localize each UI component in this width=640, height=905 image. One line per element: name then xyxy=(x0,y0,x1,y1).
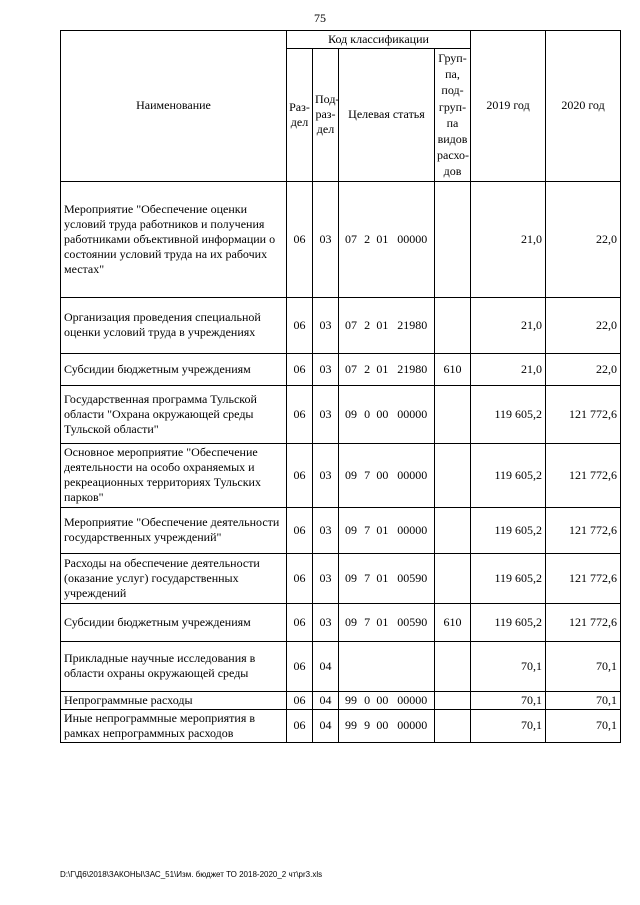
target-program: 99 xyxy=(345,718,357,732)
row-section: 06 xyxy=(287,641,313,691)
row-section: 06 xyxy=(287,553,313,603)
row-group: 610 xyxy=(435,603,471,641)
row-target xyxy=(339,603,435,641)
row-section: 06 xyxy=(287,603,313,641)
row-subsection: 03 xyxy=(313,603,339,641)
table-row xyxy=(61,353,621,385)
target-event: 00 xyxy=(376,718,389,732)
target-program: 99 xyxy=(345,692,357,707)
target-subprogram: 7 xyxy=(364,570,371,585)
header-2020: 2020 год xyxy=(546,31,621,182)
table-row xyxy=(61,507,621,553)
file-path-footer: D:\Г\Д6\2018\ЗАКОНЫ\ЗАС_51\Изм. бюджет ТО 2018-2020_2 чт\pr3.xls xyxy=(60,870,323,879)
row-name: Субсидии бюджетным учреждениям xyxy=(61,603,287,641)
target-event: 00 xyxy=(376,406,389,421)
target-event: 01 xyxy=(376,614,389,629)
row-2020: 22,0 xyxy=(546,353,621,385)
row-target xyxy=(339,641,435,691)
row-name: Мероприятие "Обеспечение деятельности государственных учреждений" xyxy=(61,507,287,553)
target-direction: 00590 xyxy=(397,614,428,629)
row-section: 06 xyxy=(287,385,313,443)
target-subprogram: 0 xyxy=(364,406,371,421)
row-section: 06 xyxy=(287,297,313,353)
row-group xyxy=(435,181,471,297)
row-subsection: 04 xyxy=(313,641,339,691)
target-direction: 00000 xyxy=(397,718,428,732)
target-subprogram: 7 xyxy=(364,614,371,629)
target-subprogram: 2 xyxy=(364,317,371,332)
row-target xyxy=(339,691,435,709)
target-event: 01 xyxy=(376,522,389,537)
row-name: Основное мероприятие "Обеспечение деятельности на особо охраняемых и рекреационных территориях Тульских парков" xyxy=(61,443,287,507)
target-event: 00 xyxy=(376,467,389,482)
row-group xyxy=(435,641,471,691)
row-group xyxy=(435,297,471,353)
target-program: 09 xyxy=(345,570,357,585)
row-group xyxy=(435,553,471,603)
target-event: 00 xyxy=(376,692,389,707)
target-program: 09 xyxy=(345,467,357,482)
row-name: Мероприятие "Обеспечение оценки условий труда работников и получения работниками объективной информации о состоянии условий труда на их рабочих местах" xyxy=(61,181,287,297)
target-direction: 00000 xyxy=(397,231,428,246)
header-subsection: Под- раз- дел xyxy=(313,49,339,182)
row-group xyxy=(435,443,471,507)
row-target xyxy=(339,181,435,297)
table-row xyxy=(61,691,621,709)
row-2019: 70,1 xyxy=(471,641,546,691)
row-subsection: 03 xyxy=(313,181,339,297)
row-group xyxy=(435,507,471,553)
row-section: 06 xyxy=(287,443,313,507)
header-group: Груп- па, под- груп- па видов расхо- дов xyxy=(435,49,471,182)
target-direction: 00000 xyxy=(397,467,428,482)
row-name: Непрограммные расходы xyxy=(61,691,287,709)
row-target xyxy=(339,507,435,553)
row-2020: 121 772,6 xyxy=(546,553,621,603)
row-2020: 70,1 xyxy=(546,641,621,691)
target-program: 09 xyxy=(345,522,357,537)
row-target xyxy=(339,385,435,443)
row-group xyxy=(435,691,471,709)
row-2020: 121 772,6 xyxy=(546,507,621,553)
target-program: 07 xyxy=(345,317,357,332)
table-row xyxy=(61,181,621,297)
header-section: Раз- дел xyxy=(287,49,313,182)
target-subprogram: 7 xyxy=(364,522,371,537)
table-row xyxy=(61,297,621,353)
row-group xyxy=(435,709,471,742)
row-subsection: 03 xyxy=(313,385,339,443)
row-2019: 119 605,2 xyxy=(471,553,546,603)
row-section: 06 xyxy=(287,181,313,297)
target-program: 09 xyxy=(345,614,357,629)
table-row xyxy=(61,385,621,443)
row-2019: 119 605,2 xyxy=(471,385,546,443)
row-name: Прикладные научные исследования в области охраны окружающей среды xyxy=(61,641,287,691)
target-subprogram: 9 xyxy=(364,718,371,732)
row-section: 06 xyxy=(287,353,313,385)
target-program: 07 xyxy=(345,231,357,246)
target-event: 01 xyxy=(376,361,389,376)
row-subsection: 03 xyxy=(313,297,339,353)
row-2020: 121 772,6 xyxy=(546,385,621,443)
row-2019: 70,1 xyxy=(471,691,546,709)
row-group: 610 xyxy=(435,353,471,385)
row-name: Субсидии бюджетным учреждениям xyxy=(61,353,287,385)
target-event: 01 xyxy=(376,570,389,585)
row-2020: 121 772,6 xyxy=(546,443,621,507)
target-direction: 21980 xyxy=(397,361,428,376)
target-event: 01 xyxy=(376,317,389,332)
row-subsection: 03 xyxy=(313,443,339,507)
row-subsection: 04 xyxy=(313,709,339,742)
target-direction: 00000 xyxy=(397,692,428,707)
header-target: Целевая статья xyxy=(339,49,435,182)
header-2019: 2019 год xyxy=(471,31,546,182)
row-target xyxy=(339,709,435,742)
row-name: Организация проведения специальной оценки условий труда в учреждениях xyxy=(61,297,287,353)
target-direction: 21980 xyxy=(397,317,428,332)
row-subsection: 03 xyxy=(313,507,339,553)
target-subprogram: 0 xyxy=(364,692,371,707)
row-group xyxy=(435,385,471,443)
row-name: Расходы на обеспечение деятельности (оказание услуг) государственных учреждений xyxy=(61,553,287,603)
row-2019: 119 605,2 xyxy=(471,603,546,641)
target-subprogram: 7 xyxy=(364,467,371,482)
row-section: 06 xyxy=(287,709,313,742)
row-subsection: 03 xyxy=(313,553,339,603)
target-program: 07 xyxy=(345,361,357,376)
target-subprogram: 2 xyxy=(364,361,371,376)
row-name: Государственная программа Тульской области "Охрана окружающей среды Тульской области" xyxy=(61,385,287,443)
row-2019: 21,0 xyxy=(471,181,546,297)
page-number: 75 xyxy=(314,11,326,25)
row-subsection: 03 xyxy=(313,353,339,385)
table-row xyxy=(61,443,621,507)
row-2020: 121 772,6 xyxy=(546,603,621,641)
row-2019: 70,1 xyxy=(471,709,546,742)
row-2020: 22,0 xyxy=(546,297,621,353)
row-name: Иные непрограммные мероприятия в рамках непрограммных расходов xyxy=(61,709,287,742)
table-row xyxy=(61,553,621,603)
row-target xyxy=(339,353,435,385)
row-2020: 70,1 xyxy=(546,709,621,742)
row-2020: 22,0 xyxy=(546,181,621,297)
row-target xyxy=(339,443,435,507)
target-subprogram: 2 xyxy=(364,231,371,246)
row-2019: 21,0 xyxy=(471,353,546,385)
table-row xyxy=(61,641,621,691)
row-2020: 70,1 xyxy=(546,691,621,709)
row-target xyxy=(339,297,435,353)
header-code: Код классификации xyxy=(287,31,471,49)
target-direction: 00000 xyxy=(397,406,428,421)
target-direction: 00590 xyxy=(397,570,428,585)
row-subsection: 04 xyxy=(313,691,339,709)
row-section: 06 xyxy=(287,507,313,553)
budget-table xyxy=(60,30,621,743)
table-row xyxy=(61,709,621,742)
target-event: 01 xyxy=(376,231,389,246)
target-program: 09 xyxy=(345,406,357,421)
header-name: Наименование xyxy=(61,31,287,182)
row-section: 06 xyxy=(287,691,313,709)
table-body xyxy=(61,181,621,742)
row-2019: 119 605,2 xyxy=(471,443,546,507)
row-target xyxy=(339,553,435,603)
target-direction: 00000 xyxy=(397,522,428,537)
row-2019: 119 605,2 xyxy=(471,507,546,553)
row-2019: 21,0 xyxy=(471,297,546,353)
table-row xyxy=(61,603,621,641)
